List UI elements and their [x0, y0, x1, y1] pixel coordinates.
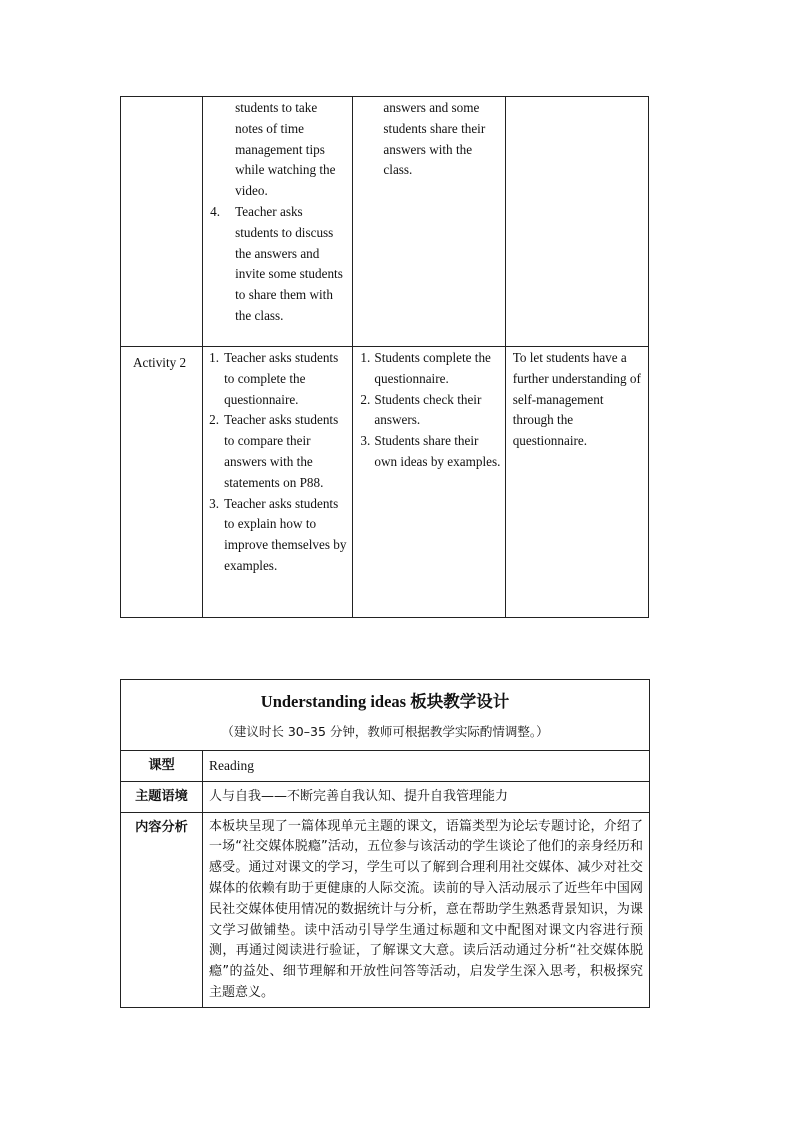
item-text: Students complete the questionnaire.: [374, 350, 491, 386]
row-value: Reading: [203, 751, 650, 782]
student-activity-cell: [353, 97, 505, 347]
section-subtitle: （建议时长 30–35 分钟，教师可根据教学实际酌情调整。）: [221, 724, 549, 739]
item-text: Teacher asks students to explain how to improve themselves by examples.: [224, 495, 347, 573]
row-label: 内容分析: [121, 812, 203, 1007]
title-cell: [121, 680, 650, 751]
activity-label: Activity 2: [133, 355, 187, 370]
continued-line: video.: [235, 183, 268, 199]
teacher-steps: [209, 348, 348, 577]
lesson-type-row: [121, 751, 650, 782]
list-item: [360, 348, 502, 390]
student-steps: [360, 348, 502, 473]
row-value: 人与自我——不断完善自我认知、提升自我管理能力: [203, 781, 650, 812]
item-number: 1.: [360, 350, 371, 365]
item-number: 2.: [209, 412, 220, 428]
item-number: 1.: [209, 350, 220, 365]
purpose-cell: [505, 97, 648, 347]
purpose-cell: [505, 347, 648, 618]
student-activity-cell: [353, 347, 505, 618]
item-text: Teacher asks students to compare their answers with the statements on P88.: [224, 412, 339, 490]
list-item: [210, 202, 348, 327]
activity-row-continued: [121, 97, 649, 347]
item-number: 3.: [360, 433, 371, 449]
teacher-activity-cell: [203, 97, 353, 347]
continued-line: notes of time: [235, 120, 304, 136]
theme-context-row: [121, 781, 650, 812]
continued-line: students to take: [235, 100, 318, 115]
activity-row: [121, 347, 649, 618]
item-text: Students share their own ideas by examples.: [374, 433, 501, 469]
list-item: [209, 348, 348, 410]
item-number: 3.: [209, 495, 220, 511]
section-title: Understanding ideas 板块教学设计: [260, 692, 510, 711]
item-text: Students check their answers.: [374, 391, 482, 428]
continued-line: management tips: [235, 141, 325, 157]
row-label: 主题语境: [121, 781, 203, 812]
activity-label-cell: [121, 97, 203, 347]
list-item: [360, 390, 502, 432]
list-item: [209, 494, 348, 577]
continued-line: while watching the: [235, 162, 336, 178]
row-value: 本板块呈现了一篇体现单元主题的课文，语篇类型为论坛专题讨论，介绍了一场“社交媒体脱瘾”活动，五位参与该活动的学生谈论了他们的亲身经历和感受。通过对课文的学习，学生可以了解到合理利用社交媒体、减少对社交媒体的依赖有助于更健康的人际交流。读前的导入活动展示了近些年中国网民社交媒体使用情况的数据统计与分析，意在帮助学生熟悉背景知识，为课文学习做铺垫。读中活动引导学生通过标题和文中配图对课文内容进行预测，再通过阅读进行验证，了解课文大意。读后活动通过分析“社交媒体脱瘾”的益处、细节理解和开放性问答等活动，启发学生深入思考，积极探究主题意义。: [203, 812, 650, 1007]
student-activity-text: answers and some students share their answers with the class.: [383, 100, 486, 178]
content-analysis-row: [121, 812, 650, 1007]
item-number: 4.: [210, 203, 221, 219]
list-item: [209, 410, 348, 493]
purpose-text: To let students have a further understanding of self-management through the questionnaire.: [512, 350, 641, 449]
activity-label-cell: [121, 347, 203, 618]
teacher-activity-cell: [203, 347, 353, 618]
activity-table: [120, 96, 649, 618]
item-text: Teacher asks students to complete the questionnaire.: [224, 350, 339, 407]
item-number: 2.: [360, 391, 371, 407]
list-item: [360, 431, 502, 473]
teacher-steps: [210, 202, 348, 327]
row-label: 课型: [121, 751, 203, 782]
title-row: [121, 680, 650, 751]
lesson-design-table: [120, 679, 650, 1008]
item-text: Teacher asks students to discuss the answers and invite some students to share them with the class.: [235, 203, 343, 323]
